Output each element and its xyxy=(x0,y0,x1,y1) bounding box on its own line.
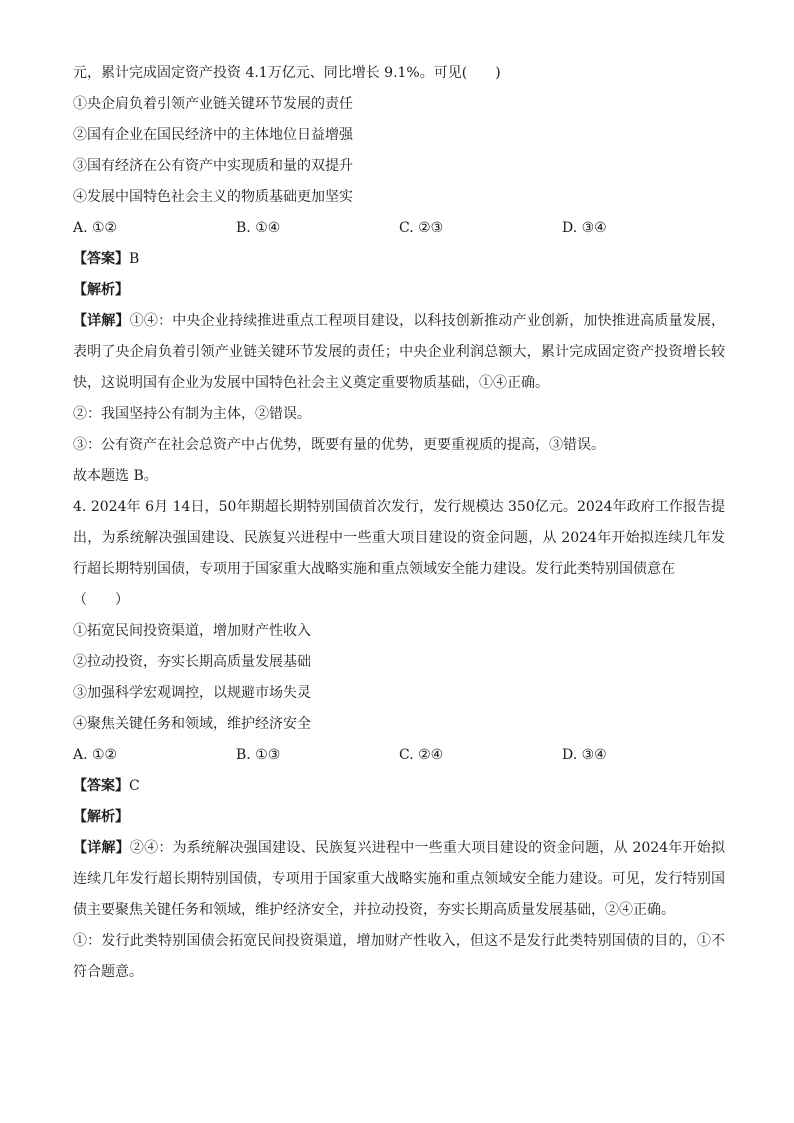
q3-answer xyxy=(73,244,725,275)
q4-statement-2: ②拉动投资，夯实长期高质量发展基础 xyxy=(73,654,311,670)
q3-answer-value: B xyxy=(129,251,140,267)
q3-detail-1 xyxy=(73,306,725,399)
q4-answer-value: C xyxy=(129,778,140,794)
q4-statement-4: ④聚焦关键任务和领域，维护经济安全 xyxy=(73,716,311,732)
q4-statement-3: ③加强科学宏观调控，以规避市场失灵 xyxy=(73,685,311,701)
q3-analysis-tag: 【解析】 xyxy=(73,282,129,298)
q4-option-a: A. ①② xyxy=(73,747,118,763)
q3-statement-2: ②国有企业在国民经济中的主体地位日益增强 xyxy=(73,127,353,143)
q4-answer-tag: 【答案】 xyxy=(73,778,129,794)
q4-analysis-tag: 【解析】 xyxy=(73,809,129,825)
q3-answer-tag: 【答案】 xyxy=(73,251,129,267)
q4-option-c: C. ②④ xyxy=(399,747,444,763)
q4-stem-blank: （ ） xyxy=(73,592,129,608)
q3-option-c: C. ②③ xyxy=(399,220,444,236)
q4-detail-1-text: ②④：为系统解决强国建设、民族复兴进程中一些重大项目建设的资金问题，从 2024年开始拟连续几年发行超长期特别国债，专项用于国家重大战略实施和重点领域安全能力建设。可见，发行特别国债主要聚焦关键任务和领域，维护经济安全，并拉动投资，夯实长期高质量发展基础，②④正确。 xyxy=(73,840,726,918)
q3-option-d: D. ③④ xyxy=(562,220,607,236)
q3-detail-3: ③：公有资产在社会总资产中占优势，既要有量的优势，更要重视质的提高，③错误。 xyxy=(73,437,605,453)
q3-statement-3: ③国有经济在公有资产中实现质和量的双提升 xyxy=(73,158,353,174)
q4-analysis xyxy=(73,802,725,833)
q4-option-d: D. ③④ xyxy=(562,747,607,763)
q3-option-b: B. ①④ xyxy=(236,220,281,236)
q3-conclusion: 故本题选 B。 xyxy=(73,468,158,484)
q3-analysis xyxy=(73,275,725,306)
q4-detail-1 xyxy=(73,833,725,926)
q3-detail-2: ②：我国坚持公有制为主体，②错误。 xyxy=(73,406,311,422)
q3-detail-1-text: ①④：中央企业持续推进重点工程项目建设，以科技创新推动产业创新，加快推进高质量发展，表明了央企肩负着引领产业链关键环节发展的责任；中央企业利润总额大，累计完成固定资产投资增长较快，这说明国有企业为发展中国特色社会主义奠定重要物质基础，①④正确。 xyxy=(73,313,726,391)
document-page xyxy=(73,58,725,988)
q3-option-a: A. ①② xyxy=(73,220,118,236)
q4-options xyxy=(73,740,725,771)
q4-stem: 4. 2024年 6月 14日，50年期超长期特别国债首次发行，发行规模达 350亿元。2024年政府工作报告提出，为系统解决强国建设、民族复兴进程中一些重大项目建设的资金问题，从 2024年开始拟连续几年发行超长期特别国债，专项用于国家重大战略实施和重点领域安全能力建设。发行此类特别国债意在 xyxy=(73,499,725,577)
q4-statement-1: ①拓宽民间投资渠道，增加财产性收入 xyxy=(73,623,311,639)
q3-options xyxy=(73,213,725,244)
q4-answer xyxy=(73,771,725,802)
q3-statement-4: ④发展中国特色社会主义的物质基础更加坚实 xyxy=(73,189,353,205)
q3-detail-tag: 【详解】 xyxy=(73,313,130,329)
q4-detail-2: ①：发行此类特别国债会拓宽民间投资渠道，增加财产性收入，但这不是发行此类特别国债的目的，①不符合题意。 xyxy=(73,933,725,980)
q3-statement-1: ①央企肩负着引领产业链关键环节发展的责任 xyxy=(73,96,353,112)
q4-option-b: B. ①③ xyxy=(236,747,281,763)
q4-detail-tag: 【详解】 xyxy=(73,840,130,856)
q3-stem-tail: 元，累计完成固定资产投资 4.1万亿元、同比增长 9.1%。可见( ) xyxy=(73,65,501,81)
